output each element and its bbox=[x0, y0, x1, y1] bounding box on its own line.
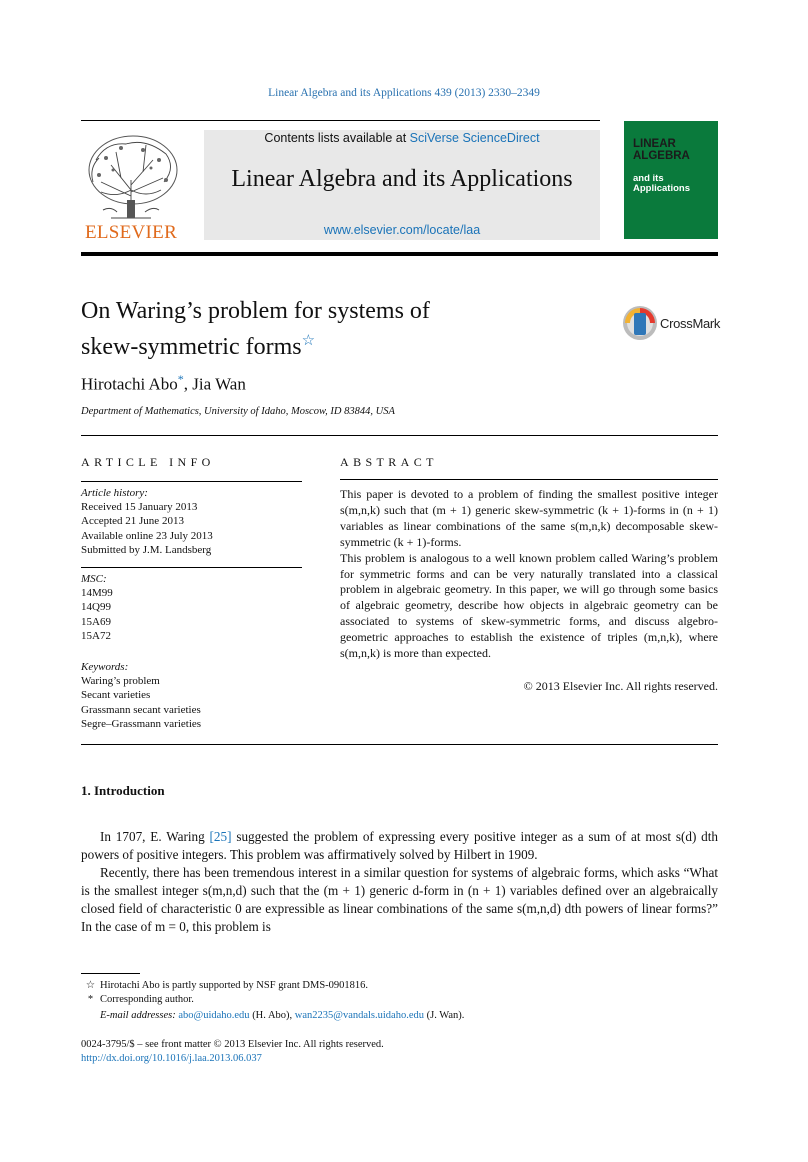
introduction-body bbox=[81, 828, 718, 936]
paper-title-line-2: skew-symmetric forms bbox=[81, 334, 302, 360]
header-thick-rule bbox=[81, 252, 718, 256]
keywords bbox=[81, 660, 201, 731]
author-list bbox=[81, 372, 246, 395]
front-matter-note: 0024-3795/$ – see front matter © 2013 Elsevier Inc. All rights reserved. bbox=[81, 1039, 384, 1050]
sciencedirect-link[interactable]: SciVerse ScienceDirect bbox=[409, 131, 540, 145]
paper-title-line-1: On Waring’s problem for systems of bbox=[81, 298, 430, 324]
author-separator: , bbox=[183, 374, 193, 394]
footnote-2-text: Corresponding author. bbox=[100, 994, 194, 1005]
journal-title: Linear Algebra and its Applications bbox=[231, 166, 573, 192]
msc-item: 14Q99 bbox=[81, 601, 111, 614]
msc-item: 14M99 bbox=[81, 587, 113, 600]
rule-above-info bbox=[81, 435, 718, 436]
author-1[interactable]: Hirotachi Abo bbox=[81, 374, 178, 394]
email-1-name: (H. Abo), bbox=[249, 1010, 295, 1021]
article-info-rule-2 bbox=[81, 567, 302, 568]
email-link-2[interactable]: wan2235@vandals.uidaho.edu bbox=[294, 1010, 425, 1021]
keyword-item[interactable]: Grassmann secant varieties bbox=[81, 703, 201, 716]
article-info-heading: ARTICLE INFO bbox=[81, 455, 215, 469]
intro-paragraph-1 bbox=[81, 828, 718, 864]
article-info-rule-1 bbox=[81, 481, 302, 482]
history-item: Accepted 21 June 2013 bbox=[81, 515, 184, 528]
elsevier-wordmark: ELSEVIER bbox=[84, 222, 178, 243]
article-history-label: Article history: bbox=[81, 487, 148, 499]
msc-item: 15A72 bbox=[81, 629, 111, 642]
abstract-paragraph-2: This problem is analogous to a well known problem called Waring’s problem for symmetric forms and can be very naturally translated into a classical problem in algebraic geometry. In this paper, we will go through some basics of algebraic geometry, describe how objects in algebraic geometry can be associated to systems of skew-symmetric forms, and discuss algebro-geometric approaches to establish the existence of triples (m,n,k), where s(m,n,k) is more than expected. bbox=[340, 550, 718, 661]
cover-title: LINEAR ALGEBRA bbox=[633, 138, 690, 162]
footnote-asterisk-icon: * bbox=[87, 994, 94, 1005]
history-item: Available online 23 July 2013 bbox=[81, 529, 213, 542]
email-2-name: (J. Wan). bbox=[424, 1010, 465, 1021]
footnote-2 bbox=[81, 994, 194, 1005]
msc-codes bbox=[81, 572, 113, 643]
reference-link[interactable]: [25] bbox=[209, 829, 232, 844]
abstract-rule bbox=[340, 479, 718, 480]
keyword-item[interactable]: Secant varieties bbox=[81, 689, 151, 702]
rule-below-abstract bbox=[81, 744, 718, 745]
msc-label: MSC: bbox=[81, 573, 107, 585]
journal-url-link[interactable]: www.elsevier.com/locate/laa bbox=[323, 223, 481, 237]
title-footnote-star-icon[interactable]: ☆ bbox=[301, 333, 316, 349]
article-history bbox=[81, 486, 213, 557]
crossmark-label[interactable]: CrossMark bbox=[660, 316, 721, 331]
section-title: 1. Introduction bbox=[81, 783, 165, 798]
footnote-1-text: Hirotachi Abo is partly supported by NSF grant DMS-0901816. bbox=[100, 980, 369, 991]
abstract-paragraph-1: This paper is devoted to a problem of finding the smallest positive integer s(m,n,k) such that (m + 1) generic skew-symmetric (k + 1)-forms in (n + 1) variables as linear combinations of the same s(m,n,k) decomposable skew-symmetric (k + 1)-forms. bbox=[340, 487, 718, 549]
keyword-item[interactable]: Waring’s problem bbox=[81, 675, 160, 688]
history-item: Received 15 January 2013 bbox=[81, 501, 198, 514]
footnote-rule bbox=[81, 973, 140, 974]
doi-link[interactable]: http://dx.doi.org/10.1016/j.laa.2013.06.037 bbox=[81, 1053, 262, 1064]
contents-line bbox=[204, 131, 600, 145]
abstract-heading: ABSTRACT bbox=[340, 455, 438, 469]
footnote-1 bbox=[81, 979, 368, 991]
intro-paragraph-2: Recently, there has been tremendous interest in a similar question for systems of algebraic forms, which asks “What is the smallest integer s(m,n,d) such that the (m + 1) generic d-form in (n + 1) variables defined over an algebraically closed field of characteristic 0 are expressible as linear combinations of the same s(m,n,d) dth powers of linear forms?” In the case of m = 0, this problem is bbox=[81, 865, 718, 934]
intro-p1-end: suggested the problem of expressing every positive integer as a sum of at most s(d) dth powers of positive integers. This problem was affirmatively solved by Hilbert in 1909. bbox=[81, 829, 718, 862]
keyword-item[interactable]: Segre–Grassmann varieties bbox=[81, 717, 202, 730]
abstract-body bbox=[340, 487, 718, 662]
author-2[interactable]: Jia Wan bbox=[192, 374, 246, 394]
cover-subtitle: and its Applications bbox=[633, 173, 691, 194]
footnote-star-icon: ☆ bbox=[85, 980, 96, 991]
header-top-rule bbox=[81, 120, 600, 121]
abstract-copyright: © 2013 Elsevier Inc. All rights reserved. bbox=[523, 679, 718, 693]
email-footnote bbox=[100, 1010, 464, 1021]
affiliation: Department of Mathematics, University of Idaho, Moscow, ID 83844, USA bbox=[81, 406, 395, 417]
contents-prefix: Contents lists available at bbox=[264, 131, 410, 145]
msc-item: 15A69 bbox=[81, 615, 111, 628]
keywords-label: Keywords: bbox=[81, 661, 129, 673]
corresponding-author-mark[interactable]: * bbox=[177, 372, 184, 386]
email-link-1[interactable]: abo@uidaho.edu bbox=[178, 1010, 250, 1021]
email-label: E-mail addresses: bbox=[100, 1010, 179, 1021]
history-item: Submitted by J.M. Landsberg bbox=[81, 543, 212, 556]
paper-title bbox=[81, 296, 501, 362]
journal-reference[interactable]: Linear Algebra and its Applications 439 (2013) 2330–2349 bbox=[268, 87, 540, 99]
intro-p1-start: In 1707, E. Waring bbox=[100, 829, 210, 844]
